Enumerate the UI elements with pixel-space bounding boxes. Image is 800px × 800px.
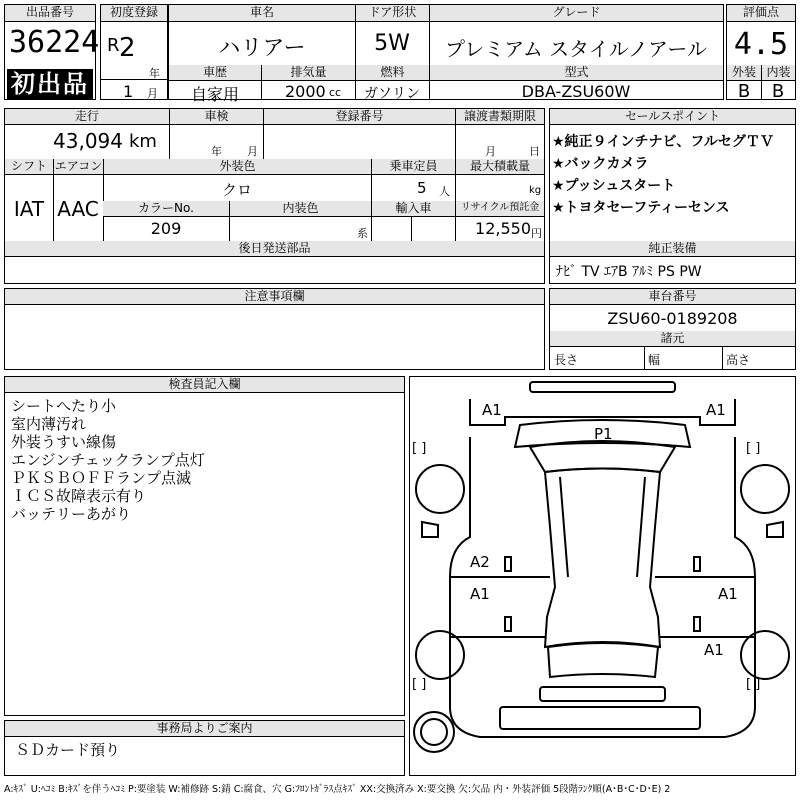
door-type: 5W — [374, 31, 410, 56]
notes-box — [4, 288, 545, 370]
notes-label: 注意事項欄 — [5, 289, 544, 305]
first-registration-box — [100, 4, 168, 100]
mark-right-lower: A1 — [718, 585, 738, 603]
bracket-left-1: [ ] — [412, 441, 427, 456]
ac-label: エアコン — [54, 159, 103, 173]
fuel: ガソリン — [364, 86, 420, 102]
grade: プレミアム スタイルノアール — [445, 37, 707, 61]
mark-left-rear-door: A2 — [470, 553, 490, 571]
cc-unit: cc — [329, 86, 342, 99]
import-label: 輸入車 — [371, 201, 455, 217]
interior-color-label: 内装色 — [229, 201, 371, 217]
month-unit: 月 — [147, 87, 158, 100]
lot-box — [4, 4, 100, 100]
office-box — [4, 720, 405, 776]
color-no-label: カラーNo. — [103, 201, 229, 217]
inspection-month-unit: 月 — [247, 145, 258, 158]
length-label: 長さ — [554, 353, 579, 367]
ac: AAC — [57, 197, 99, 221]
shift-label: シフト — [5, 159, 53, 175]
interior-grade: B — [771, 81, 785, 102]
name-label: 車名 — [169, 5, 355, 22]
lot-number: 36224 — [9, 25, 100, 60]
legend: A:ｷｽﾞ U:ﾍｺﾐ B:ｷｽﾞを伴うﾍｺﾐ P:要塗装 W:補修跡 S:錆 C:腐食、穴 G:ﾌﾛﾝﾄｶﾞﾗｽ点ｷｽﾞ XX:交換済み X:要交換 欠:欠品 内・外装評価 5段階ﾗﾝｸ順(A･B･C･D･E) 2 — [4, 784, 671, 795]
displacement-label: 排気量 — [261, 65, 355, 81]
load-unit: kg — [529, 185, 542, 196]
sales-item: ★プッシュスタート — [552, 178, 676, 194]
inspector-line: 外装うすい線傷 — [11, 433, 117, 451]
mark-right-rear: A1 — [704, 641, 724, 659]
equip-label: 純正装備 — [550, 241, 795, 257]
era-year: 2 — [119, 33, 136, 63]
sales-item: ★純正９インチナビ、フルセグＴＶ — [552, 134, 774, 150]
equipment: ﾅﾋﾞ TV ｴｱB ｱﾙﾐ PS PW — [556, 264, 702, 280]
transfer-label: 譲渡書類期限 — [455, 109, 544, 125]
inspector-label: 検査員記入欄 — [5, 377, 404, 393]
inspection-year-unit: 年 — [211, 145, 222, 158]
interior-unit: 系 — [357, 227, 368, 240]
car-diagram — [409, 376, 796, 776]
inspection-label: 車検 — [169, 109, 263, 125]
overall-score: 4.5 — [733, 27, 789, 62]
car-name: ハリアー — [218, 36, 306, 61]
year-unit: 年 — [149, 67, 160, 80]
inspector-box — [4, 376, 405, 716]
seats-label: 乗車定員 — [371, 159, 455, 175]
mark-windshield: P1 — [594, 425, 613, 443]
sales-label: セールスポイント — [550, 109, 795, 125]
door-label: ドア形状 — [355, 5, 429, 22]
office-label: 事務局よりご案内 — [5, 721, 404, 737]
shift: IAT — [13, 197, 45, 221]
recycle-fee: 12,550 — [475, 219, 531, 238]
model: DBA-ZSU60W — [521, 82, 631, 101]
recycle-label: リサイクル預託金 — [455, 201, 544, 217]
mark-front-right: A1 — [706, 401, 726, 419]
sales-item: ★トヨタセーフティーセンス — [552, 200, 730, 216]
history: 自家用 — [190, 85, 239, 104]
model-label: 型式 — [429, 65, 723, 81]
recycle-unit: 円 — [531, 227, 542, 240]
era: R — [107, 35, 120, 56]
transfer-day-unit: 日 — [529, 145, 540, 158]
seats-unit: 人 — [439, 185, 450, 198]
first-listing-badge: 初出品 — [7, 69, 93, 99]
transfer-month-unit: 月 — [485, 145, 496, 158]
month-value: 1 — [123, 82, 134, 101]
lot-label: 出品番号 — [5, 5, 95, 22]
grade-label: グレード — [429, 5, 723, 22]
height-label: 高さ — [726, 353, 751, 367]
inspector-line: 室内薄汚れ — [11, 415, 87, 433]
fuel-label: 燃料 — [355, 65, 429, 81]
chassis-number: ZSU60-0189208 — [607, 309, 738, 328]
details-box — [4, 108, 545, 284]
office-text: ＳＤカード預り — [15, 741, 121, 759]
vehicle-info-box — [168, 4, 724, 104]
sales-item: ★バックカメラ — [552, 156, 649, 172]
chassis-box — [549, 288, 796, 370]
score-label: 評価点 — [727, 5, 795, 22]
inspector-line: ＰＫＳＢＯＦＦランプ点滅 — [11, 469, 192, 487]
displacement: 2000 — [285, 82, 326, 101]
seats: 5 — [417, 179, 427, 197]
mark-left-lower: A1 — [470, 585, 490, 603]
color-label: 外装色 — [103, 159, 371, 175]
history-label: 車歴 — [169, 65, 261, 81]
inspector-line: エンジンチェックランプ点灯 — [11, 451, 205, 469]
later-parts-label: 後日発送部品 — [5, 241, 544, 257]
km-unit: km — [129, 131, 157, 152]
spec-label: 諸元 — [550, 331, 795, 347]
bracket-right-2: [ ] — [746, 677, 761, 692]
score-box — [726, 4, 796, 100]
inspector-line: バッテリーあがり — [11, 505, 132, 523]
chassis-label: 車台番号 — [550, 289, 795, 305]
exterior-grade: B — [737, 81, 751, 102]
plate-label: 登録番号 — [263, 109, 455, 125]
int-label: 内装 — [761, 65, 795, 81]
mark-front-left: A1 — [482, 401, 502, 419]
bracket-right-1: [ ] — [746, 441, 761, 456]
inspector-line: ＩＣＳ故障表示有り — [11, 487, 147, 505]
bracket-left-2: [ ] — [412, 677, 427, 692]
load-label: 最大積載量 — [455, 159, 544, 175]
ext-label: 外装 — [727, 65, 761, 81]
exterior-color: クロ — [221, 181, 252, 199]
inspector-line: シートへたり小 — [11, 397, 117, 415]
first-reg-label: 初度登録 — [101, 5, 167, 22]
mileage-label: 走行 — [5, 109, 169, 125]
mileage: 43,094 — [53, 129, 123, 153]
width-label: 幅 — [648, 353, 661, 367]
sales-box — [549, 108, 796, 284]
color-number: 209 — [150, 219, 182, 238]
